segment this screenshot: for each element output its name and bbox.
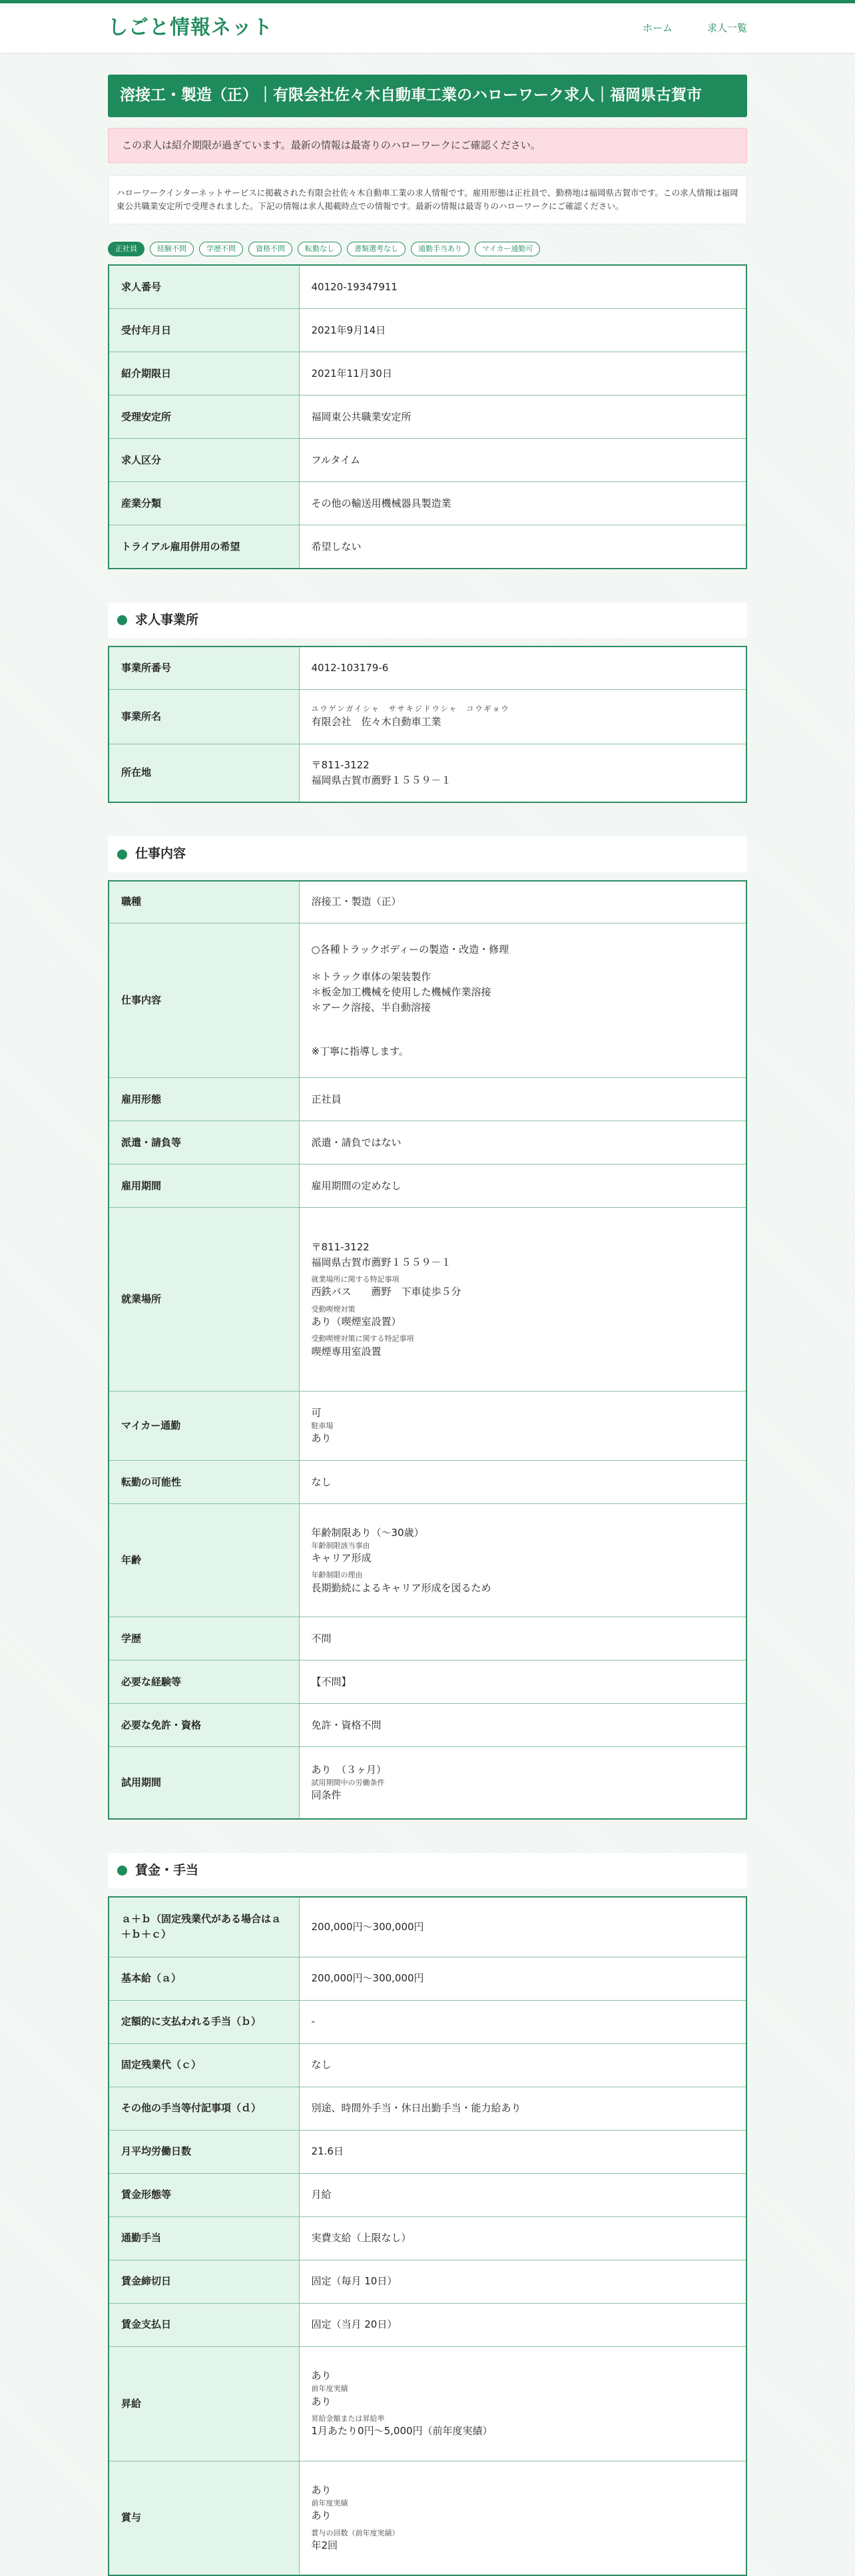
office-table [108,646,747,803]
table-row [109,2130,746,2173]
row-label: 賃金支払日 [109,2303,299,2346]
row-label: ａ＋ｂ（固定残業代がある場合はａ＋ｂ＋ｃ） [109,1897,299,1957]
row-label: 雇用形態 [109,1078,299,1121]
company-name: 有限会社 佐々木自動車工業 [311,716,441,728]
row-value: 福岡東公共職業安定所 [299,395,746,439]
table-row [109,265,746,309]
table-row [109,1504,746,1617]
table-row [109,923,746,1078]
nav-home-link[interactable]: ホーム [642,21,673,34]
row-label: 固定残業代（ｃ） [109,2043,299,2087]
sub-label: 受動喫煙対策 [311,1304,356,1314]
row-label: 雇用期間 [109,1164,299,1208]
tag-no-education: 学歴不問 [199,242,243,256]
sub-label: 就業場所に関する特記事項 [311,1275,400,1284]
table-row [109,2216,746,2260]
table-row [109,2087,746,2130]
row-value [299,1504,746,1617]
row-label: 年齢 [109,1504,299,1617]
row-label: 月平均労働日数 [109,2130,299,2173]
sub-value: 長期勤続によるキャリア形成を図るため [311,1581,491,1594]
row-value: 4012-103179-6 [299,646,746,689]
page-title: 溶接工・製造（正）｜有限会社佐々木自動車工業のハローワーク求人｜福岡県古賀市 [108,75,747,117]
feature-tags [108,242,747,256]
table-row [109,2000,746,2043]
table-row [109,1121,746,1164]
table-row [109,1078,746,1121]
row-label: 試用期間 [109,1747,299,1819]
row-value: 21.6日 [299,2130,746,2173]
sub-value: あり [311,1432,332,1445]
table-row [109,2461,746,2575]
row-value: 2021年11月30日 [299,352,746,395]
row-label: マイカー通勤 [109,1392,299,1461]
main-content [108,53,747,2576]
row-value [299,2346,746,2461]
row-value: 溶接工・製造（正） [299,881,746,923]
sub-label: 試用期間中の労働条件 [311,1778,385,1787]
row-label: 受理安定所 [109,395,299,439]
bullet-icon [117,850,127,860]
sub-value: 西鉄バス 薦野 下車徒歩５分 [311,1286,461,1298]
section-wage-heading [108,1853,747,1888]
site-logo[interactable]: しごと情報ネット [108,16,273,40]
table-row [109,2303,746,2346]
tag-no-qualification: 資格不問 [248,242,292,256]
row-value: なし [299,2043,746,2087]
postal-code: 〒811-3122 [311,1240,370,1253]
sub-label: 前年度実績 [311,2498,348,2507]
tag-commute-allowance: 通勤手当あり [411,242,469,256]
basic-info-table [108,264,747,569]
sub-value: 同条件 [311,1789,342,1802]
sub-value: あり （３ヶ月） [311,1763,387,1776]
tag-no-transfer: 転勤なし [298,242,342,256]
row-value: フルタイム [299,439,746,482]
row-value [299,1392,746,1461]
wage-table [108,1896,747,2576]
sub-label: 年齢制限の理由 [311,1571,363,1580]
section-title: 賃金・手当 [135,1862,199,1878]
sub-value: 年齢制限あり（～30歳） [311,1526,424,1539]
table-row [109,1392,746,1461]
row-label: 昇給 [109,2346,299,2461]
address: 福岡県古賀市薦野１５５９－１ [311,1256,451,1268]
row-value: 実費支給（上限なし） [299,2216,746,2260]
main-nav [643,21,747,36]
sub-value: あり [311,2483,332,2496]
row-value: 雇用期間の定めなし [299,1164,746,1208]
sub-value: 喫煙専用室設置 [311,1345,382,1358]
table-row [109,2043,746,2087]
sub-value: あり [311,2369,332,2382]
sub-value: 年2回 [311,2539,338,2551]
sub-value: 可 [311,1406,322,1419]
sub-value: 1月あたり0円～5,000円（前年度実績） [311,2425,493,2438]
sub-label: 駐車場 [311,1421,334,1431]
section-office-heading [108,603,747,638]
table-row [109,439,746,482]
row-value [299,1747,746,1819]
table-row [109,1661,746,1704]
sub-label: 年齢制限該当事由 [311,1541,370,1550]
tag-no-experience: 経験不問 [150,242,194,256]
table-row [109,1461,746,1504]
row-value: 希望しない [299,525,746,569]
row-label: 派遣・請負等 [109,1121,299,1164]
table-row [109,352,746,395]
tag-seishain: 正社員 [108,242,144,256]
row-label: 学歴 [109,1617,299,1661]
table-row [109,1704,746,1747]
table-row [109,2346,746,2461]
tag-no-document-screening: 書類選考なし [347,242,406,256]
row-label: その他の手当等付記事項（ｄ） [109,2087,299,2130]
row-value: 2021年9月14日 [299,309,746,352]
row-value [299,2461,746,2575]
table-row [109,2173,746,2216]
row-value: 免許・資格不問 [299,1704,746,1747]
content-line: ＊板金加工機械を使用した機械作業溶接 [311,986,491,999]
table-row [109,1957,746,2000]
nav-job-list-link[interactable]: 求人一覧 [707,21,747,34]
row-value [299,1208,746,1392]
row-label: 求人区分 [109,439,299,482]
row-label: 職種 [109,881,299,923]
table-row [109,1747,746,1819]
table-row [109,646,746,689]
site-header [0,3,855,53]
table-row [109,395,746,439]
row-value: 【不問】 [299,1661,746,1704]
row-value [299,689,746,744]
row-value: 200,000円～300,000円 [299,1897,746,1957]
company-kana: ユウゲンガイシャ ササキジドウシャ コウギョウ [311,704,510,714]
row-value [299,744,746,802]
table-row [109,744,746,802]
row-value: 200,000円～300,000円 [299,1957,746,2000]
row-label: 求人番号 [109,265,299,309]
content-line: ＊アーク溶接、半自動溶接 [311,1001,431,1014]
row-label: 必要な経験等 [109,1661,299,1704]
row-value: - [299,2000,746,2043]
section-title: 仕事内容 [135,846,186,862]
row-label: 受付年月日 [109,309,299,352]
expired-notice: この求人は紹介期限が過ぎています。最新の情報は最寄りのハローワークにご確認ください。 [108,128,747,163]
row-label: 事業所名 [109,689,299,744]
row-label: 事業所番号 [109,646,299,689]
table-row [109,1208,746,1392]
row-value: 固定（当月 20日） [299,2303,746,2346]
spacer [312,1016,737,1044]
table-row [109,1617,746,1661]
row-label: 転勤の可能性 [109,1461,299,1504]
row-value [299,923,746,1078]
row-label: 就業場所 [109,1208,299,1392]
row-value: 正社員 [299,1078,746,1121]
job-table [108,880,747,1820]
content-line: ＊トラック車体の架装製作 [311,970,431,983]
row-value: その他の輸送用機械器具製造業 [299,482,746,525]
table-row [109,689,746,744]
table-row [109,309,746,352]
row-label: 定額的に支払われる手当（ｂ） [109,2000,299,2043]
sub-label: 前年度実績 [311,2384,348,2394]
row-label: 必要な免許・資格 [109,1704,299,1747]
sub-value: キャリア形成 [311,1552,372,1565]
sub-value: あり [311,2509,332,2522]
sub-label: 受動喫煙対策に関する特記事項 [311,1334,414,1344]
row-value: 不問 [299,1617,746,1661]
row-label: 賃金締切日 [109,2260,299,2303]
row-label: 仕事内容 [109,923,299,1078]
row-label: 通勤手当 [109,2216,299,2260]
row-value: 派遣・請負ではない [299,1121,746,1164]
table-row [109,482,746,525]
row-label: トライアル雇用併用の希望 [109,525,299,569]
table-row [109,1164,746,1208]
bullet-icon [117,615,127,625]
row-label: 基本給（ａ） [109,1957,299,2000]
row-label: 賞与 [109,2461,299,2575]
job-description-summary: ハローワークインターネットサービスに掲載された有限会社佐々木自動車工業の求人情報です。雇用形態は正社員で、勤務地は福岡県古賀市です。この求人情報は福岡東公共職業安定所で受理されました。下記の情報は求人掲載時点での情報です。最新の情報は最寄りのハローワークにご確認ください。 [108,175,747,224]
row-value: 月給 [299,2173,746,2216]
tag-car-commute: マイカー通勤可 [475,242,540,256]
row-label: 紹介期限日 [109,352,299,395]
section-title: 求人事業所 [135,612,199,627]
sub-label: 賞与の回数（前年度実績） [311,2528,400,2537]
row-label: 産業分類 [109,482,299,525]
row-label: 賃金形態等 [109,2173,299,2216]
sub-label: 昇給金額または昇給率 [311,2414,385,2423]
row-value: 40120-19347911 [299,265,746,309]
sub-value: あり（喫煙室設置） [311,1316,402,1328]
row-value: 固定（毎月 10日） [299,2260,746,2303]
row-value: なし [299,1461,746,1504]
postal-code: 〒811-3122 [311,758,370,771]
row-value: 別途、時間外手当・休日出勤手当・能力給あり [299,2087,746,2130]
sub-value: あり [311,2395,332,2408]
table-row [109,881,746,923]
section-job-heading [108,836,747,872]
content-line: ※丁寧に指導します。 [311,1045,409,1057]
bullet-icon [117,1866,127,1876]
content-line: ○各種トラックボディーの製造・改造・修理 [311,943,509,955]
spacer [312,957,737,969]
address: 福岡県古賀市薦野１５５９－１ [311,774,451,787]
row-label: 所在地 [109,744,299,802]
table-row [109,525,746,569]
table-row [109,2260,746,2303]
table-row [109,1897,746,1957]
